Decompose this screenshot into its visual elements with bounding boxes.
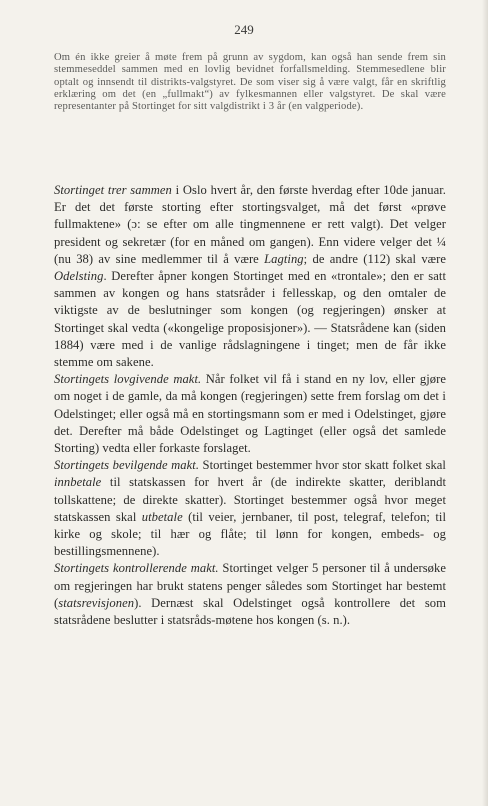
paragraph-heading: Stortingets bevilgende makt. — [54, 458, 200, 473]
text-run: Stortinget bestemmer hvor stor skatt folket skal — [199, 458, 446, 473]
italic-term: utbetale — [141, 509, 183, 524]
paragraph-heading: Stortingets kontrollerende makt. — [54, 561, 219, 576]
text-run: Når folket vil få i stand en ny lov, eller gjøre om noget i de gamle, da må kongen (regjeringen) sette frem forslag om det i Odelstinget; eller også må en stortingsmann som er med i Odelstinget, gjøre det. Derefter må både Odelstinget og Lagtinget (eller også det samlede Storting) vedta eller forkaste forslaget. — [54, 372, 446, 456]
text-run: . Derefter åpner kongen Stortinget med en «trontale»; den er satt sammen av kongen og hans statsråder i fellesskap, og den omtaler de viktigste av de beslutninger som kongen (og regjeringen) ønsker at Stortinget skal vedta («kongelige proposisjoner»). — Statsrådene kan (siden 1884) være med i de vanlige rådslagningene i tinget; men de får ikke stemme om sakene. — [54, 269, 446, 370]
text-run: til statskassen for hvert år (de indirekte skatter, deriblandt tollskattene; de direkte skatter). Stortinget bestemmer også hvor meget statskassen skal — [54, 475, 446, 524]
paragraph — [54, 560, 446, 629]
small-print-paragraph: Om én ikke greier å møte frem på grunn av sygdom, kan også han sende frem sin stemmeseddel sammen med en lovlig bevidnet forfallsmelding. Stemmesedlene blir optalt og innsendt til distrikts-valgstyret. De som viser sig å være valgt, får en skriftlig erklæring om det (en „fullmakt“) av fylkesmannen eller valgstyret. De skal være representanter på Stortinget for sitt valgdistrikt i 3 år (en valgperiode). — [54, 52, 446, 113]
italic-term: Lagting — [264, 251, 304, 266]
text-run: ; de andre (112) skal være — [303, 251, 447, 266]
text-run: i Oslo hvert år, den første hverdag efter 10de januar. Er det det første storting efter stortingsvalget, må det først «prøve fullmaktene» (ɔ: se efter om alle tingmennene er rett valgt). Det velger president og sekretær (for en måned om gangen). Enn videre velger det ¼ (nu 38) av sine medlemmer til å være — [54, 183, 446, 266]
paragraph — [54, 371, 446, 457]
text-run: Stortinget velger 5 personer til å undersøke om regjeringen har brukt statens penger således som Stortinget har bestemt ( — [54, 561, 446, 610]
paragraph-heading: Stortinget trer sammen — [54, 183, 172, 197]
italic-term: statsrevisjonen — [58, 595, 135, 610]
italic-term: innbetale — [54, 475, 102, 490]
main-text — [54, 182, 446, 629]
paragraph — [54, 457, 446, 560]
paragraph-heading: Stortingets lovgivende makt. — [54, 372, 202, 387]
text-run: (til veier, jernbaner, til post, telegraf, telefon; til kirke og skole; til hær og flåte; til lønn for kongen, embeds- og bestillingsmennene). — [54, 509, 446, 559]
text-run: ). Dernæst skal Odelstinget også kontrollere det som statsrådene beslutter i statsråds-møtene hos kongen (s. n.). — [54, 595, 446, 628]
paragraph — [54, 182, 446, 371]
scan-edge-shadow — [482, 0, 488, 806]
italic-term: Odelsting — [54, 269, 104, 284]
page-number: 249 — [234, 22, 254, 37]
